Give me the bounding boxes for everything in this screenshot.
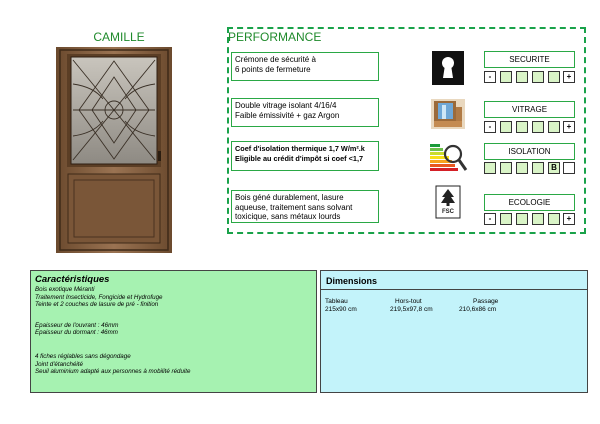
rating-row-insulation: [484, 162, 575, 174]
fsc-logo-icon: [428, 185, 468, 219]
window-profile-icon: [428, 97, 468, 131]
rating-cell: [563, 162, 575, 174]
rating-minus: -: [484, 213, 496, 225]
rating-cell: [548, 213, 560, 225]
energy-magnifier-icon: [428, 140, 468, 174]
rating-row-security: [484, 71, 575, 83]
rating-row-ecology: [484, 213, 575, 225]
rating-minus: -: [484, 71, 496, 83]
rating-cell: [500, 121, 512, 133]
characteristic-line: Epaisseur de l'ouvrant : 46mm: [35, 321, 119, 329]
characteristics-title: Caractéristiques: [35, 274, 110, 285]
characteristic-line: 4 fiches réglables sans dégondage: [35, 352, 131, 360]
rating-cell: [500, 162, 512, 174]
rating-cell: [516, 121, 528, 133]
feature-ecology: Bois géné durablement, lasure aqueuse, traitement sans solvant toxicique, sans métaux lourds: [231, 190, 379, 223]
rating-cell: [500, 213, 512, 225]
characteristic-line: Epaisseur du dormant : 46mm: [35, 329, 118, 337]
rating-plus: +: [563, 213, 575, 225]
rating-plus: +: [563, 71, 575, 83]
svg-text:FSC: FSC: [442, 209, 454, 215]
door-photo: [56, 47, 172, 253]
characteristic-line: Teinte et 2 couches de lasure de pré - finition: [35, 301, 159, 309]
characteristics-panel: [30, 270, 317, 393]
rating-label-security: SECURITE: [484, 51, 575, 68]
rating-label-glazing: VITRAGE: [484, 101, 575, 118]
rating-cell: [532, 71, 544, 83]
dimension-label: Passage: [473, 298, 499, 305]
dimension-label: Tableau: [325, 298, 348, 305]
rating-cell: [516, 71, 528, 83]
rating-cell: [548, 121, 560, 133]
rating-cell: [500, 71, 512, 83]
feature-insulation: Coef d'isolation thermique 1,7 W/m².k Eligible au crédit d'impôt si coef <1,7: [231, 141, 379, 171]
rating-row-glazing: [484, 121, 575, 133]
feature-glazing: Double vitrage isolant 4/16/4 Faible émissivité + gaz Argon: [231, 98, 379, 127]
dimension-value: 219,5x97,8 cm: [390, 306, 433, 313]
dimension-value: 215x90 cm: [325, 306, 357, 313]
rating-label-ecology: ECOLOGIE: [484, 194, 575, 211]
rating-cell: [532, 213, 544, 225]
dimension-label: Hors-tout: [395, 298, 422, 305]
rating-label-insulation: ISOLATION: [484, 143, 575, 160]
rating-cell: [516, 213, 528, 225]
characteristic-line: Traitement Insecticide, Fongicide et Hydrofuge: [35, 293, 163, 301]
dimensions-divider: [321, 289, 587, 290]
rating-plus: +: [563, 121, 575, 133]
rating-cell: [532, 121, 544, 133]
feature-security: Crémone de sécurité à 6 points de fermeture: [231, 52, 379, 81]
rating-minus: -: [484, 121, 496, 133]
dimension-value: 210,6x86 cm: [459, 306, 497, 313]
rating-cell: [532, 162, 544, 174]
rating-cell: [484, 162, 496, 174]
product-title: CAMILLE: [93, 30, 145, 44]
rating-cell: [516, 162, 528, 174]
characteristic-line: Joint d'étanchéité: [35, 360, 83, 368]
dimensions-title: Dimensions: [326, 276, 378, 286]
characteristic-line: Seuil aluminium adapté aux personnes à mobilité réduite: [35, 368, 191, 376]
keyhole-icon: [428, 51, 468, 85]
rating-grade-cell: B: [548, 162, 560, 174]
dimensions-panel: [320, 270, 588, 393]
characteristic-line: Bois exotique Méranti: [35, 286, 95, 293]
performance-title: PERFORMANCE: [228, 30, 322, 44]
rating-cell: [548, 71, 560, 83]
